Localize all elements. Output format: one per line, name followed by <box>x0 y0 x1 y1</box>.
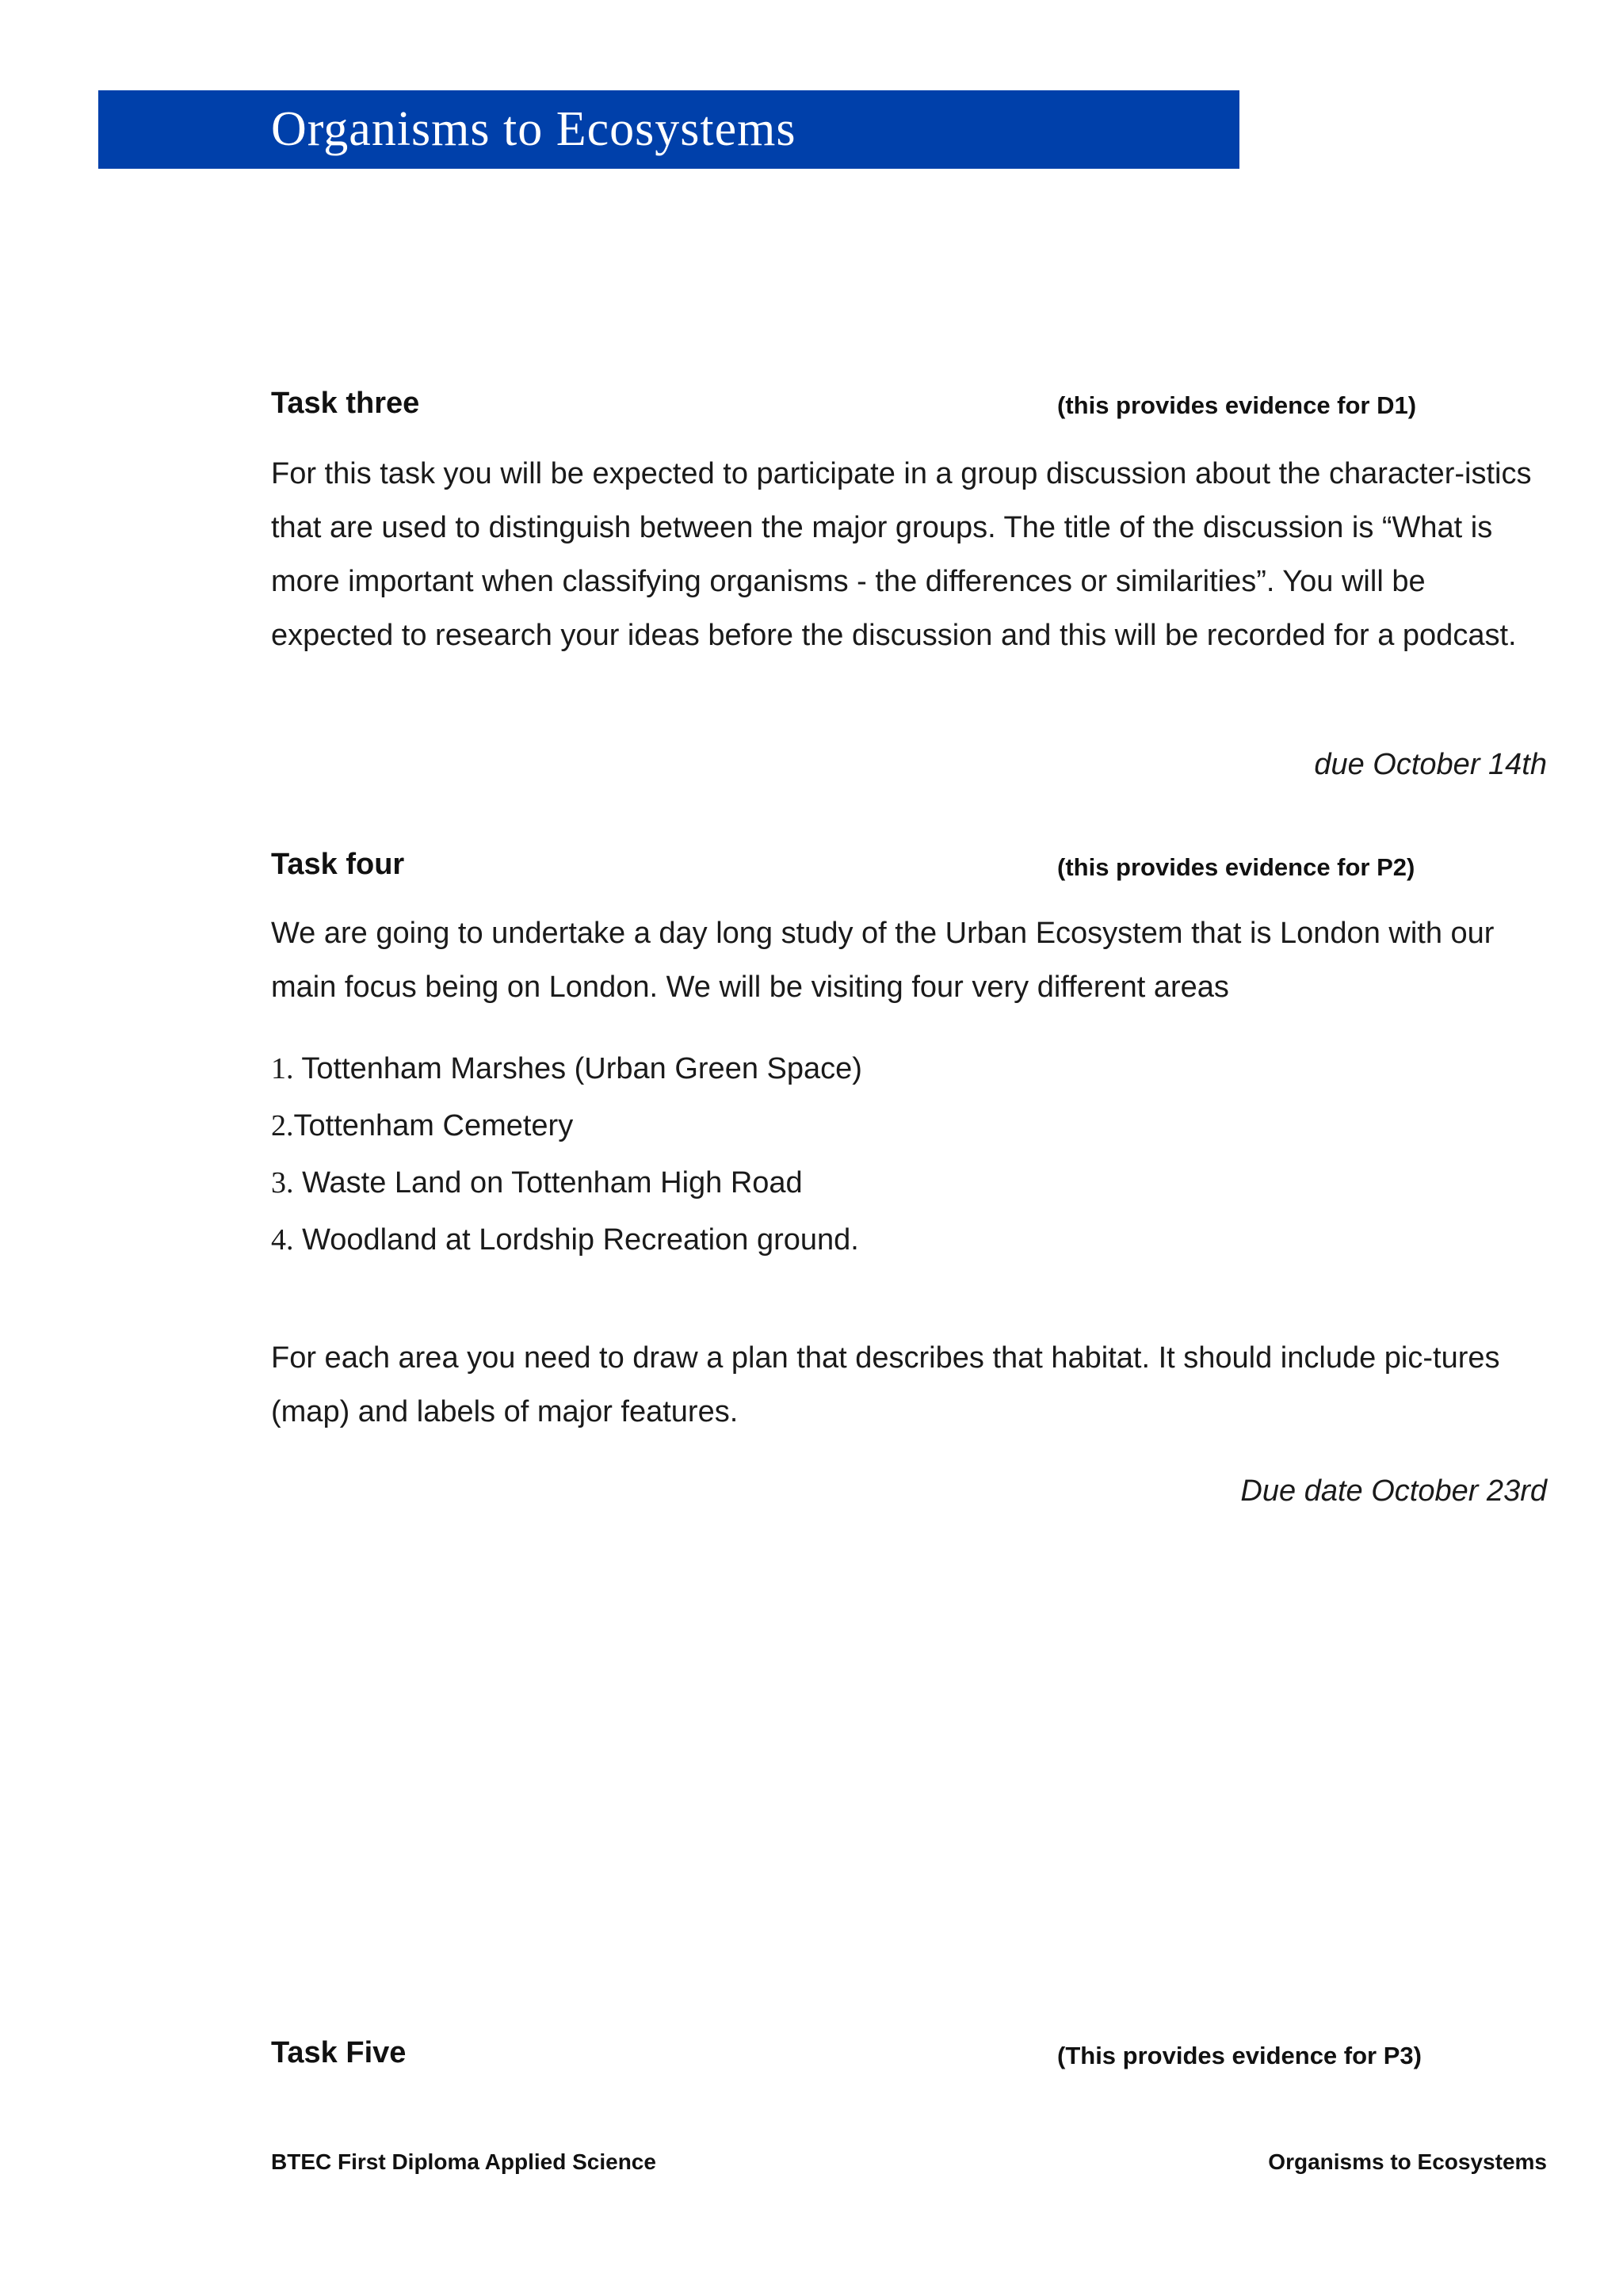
list-item-text: Tottenham Cemetery <box>293 1109 574 1142</box>
footer-course-name: BTEC First Diploma Applied Science <box>271 2149 656 2174</box>
task-three-evidence: (this provides evidence for D1) <box>1057 391 1417 419</box>
task-four-instructions: For each area you need to draw a plan that describes that habitat. It should include pic-tures (map) and labels of major features. <box>271 1341 1500 1428</box>
header-bar <box>98 90 1239 169</box>
task-three-body: For this task you will be expected to participate in a group discussion about the character-istics that are used to distinguish between the major groups. The title of the discussion is “What is more important when classifying organisms - the differences or similarities”. You will be expected to research your ideas before the discussion and this will be recorded for a podcast. <box>271 457 1532 652</box>
area-list <box>271 1040 862 1268</box>
task-four-due-date: Due date October 23rd <box>1240 1474 1547 1508</box>
list-item <box>271 1040 862 1097</box>
task-three-due-date: due October 14th <box>1314 748 1547 781</box>
list-item <box>271 1211 862 1268</box>
list-item <box>271 1154 862 1211</box>
list-item-number: 1. <box>271 1052 294 1085</box>
list-item-text: Woodland at Lordship Recreation ground. <box>302 1223 859 1257</box>
task-five-heading: Task Five <box>271 2036 407 2069</box>
list-item-number: 3. <box>271 1166 294 1199</box>
list-item-text: Waste Land on Tottenham High Road <box>302 1166 803 1199</box>
list-item <box>271 1097 862 1154</box>
list-item-number: 2. <box>271 1109 294 1142</box>
footer-unit-name: Organisms to Ecosystems <box>1268 2149 1547 2174</box>
list-item-number: 4. <box>271 1223 294 1257</box>
task-four-intro: We are going to undertake a day long study of the Urban Ecosystem that is London with our main focus being on London. We will be visiting four very different areas <box>271 917 1495 1004</box>
task-four-heading: Task four <box>271 848 405 881</box>
task-five-evidence: (This provides evidence for P3) <box>1057 2042 1422 2069</box>
task-four-evidence: (this provides evidence for P2) <box>1057 853 1415 881</box>
list-item-text: Tottenham Marshes (Urban Green Space) <box>301 1052 862 1085</box>
task-three-heading: Task three <box>271 387 420 420</box>
page-title: Organisms to Ecosystems <box>271 102 796 156</box>
